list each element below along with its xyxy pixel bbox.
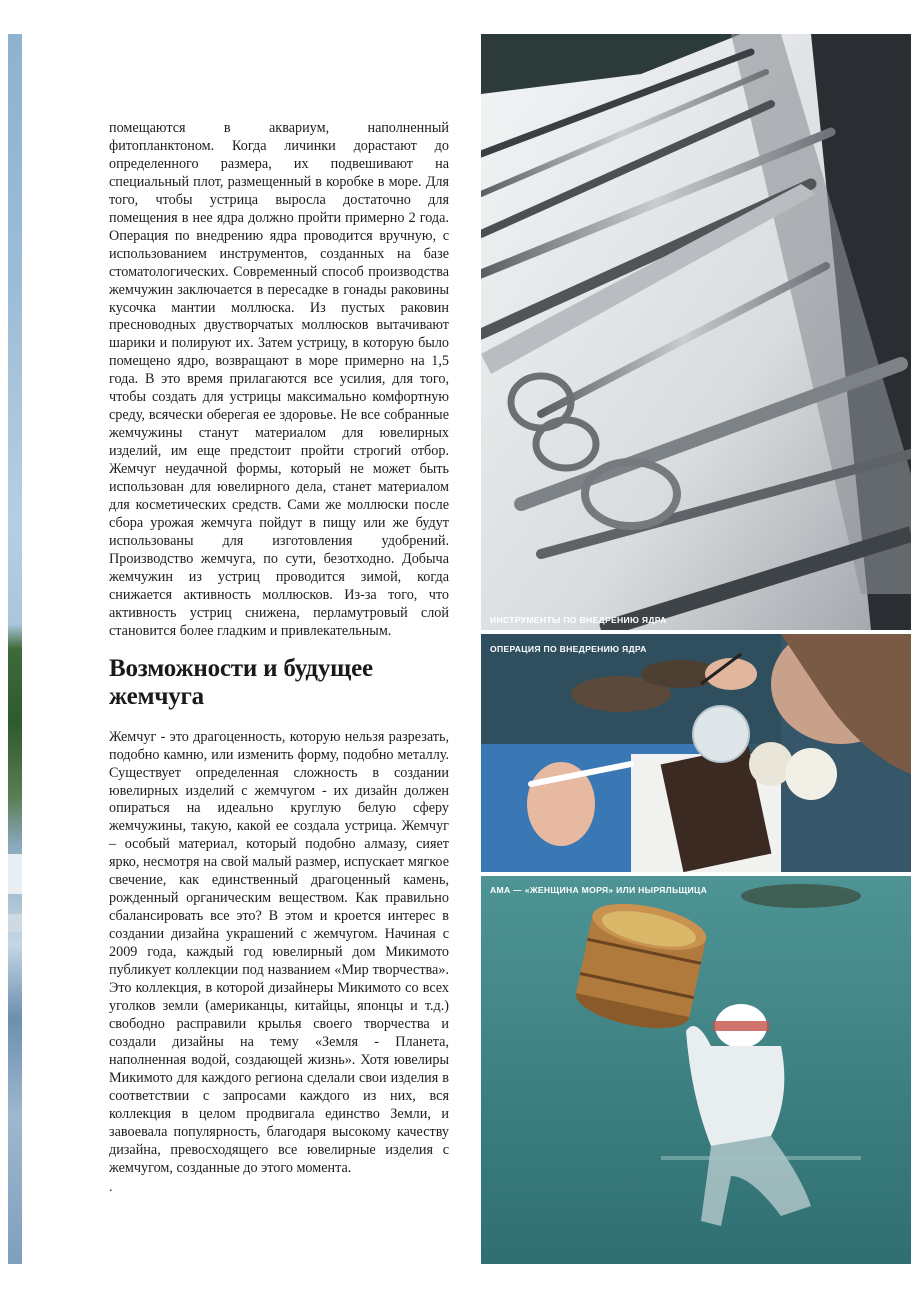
instruments-illustration [481,34,911,630]
photo-caption: ОПЕРАЦИЯ ПО ВНЕДРЕНИЮ ЯДРА [490,644,647,654]
edge-photo-strip [8,34,22,1264]
trailing-dot: . [109,1180,113,1196]
ama-diver-photo [481,876,911,1264]
ama-illustration [481,876,911,1264]
article-text-column [109,120,449,1197]
section-heading: Возможности и будущее жемчуга [109,654,373,710]
operation-illustration [481,634,911,872]
operation-photo [481,634,911,872]
article-paragraph: Жемчуг - это драгоценность, которую нельзя разрезать, подобно камню, или изменить форму, подобно металлу. Существует определенная сложность в создании ювелирных изделий с жемчугом - их дизайн должен опираться на идеально круглую белую сферу жемчужины, такую, какой ее создала устрица. Жемчуг – особый материал, который подобно алмазу, сияет ярко, несмотря на свой малый размер, испускает мягкое свечение, как единственный драгоценный камень, рожденный органическим веществом. Как правильно сбалансировать все это? В этом и кроется интерес в создании дизайна украшений с жемчугом. Начиная с 2009 года, каждый год ювелирный дом Микимото публикует коллекции под названием «Мир творчества». Это коллекция, в которой дизайнеры Микимото со всех уголков земли (американцы, китайцы, японцы и т.д.) свободно расправили крылья своего творчества и создали дизайны на тему «Земля - Планета, наполненная водой, создающей жизнь». Хотя ювелиры Микимото для каждого региона сделали свои изделия в соответствии с запросами каждого из них, вся коллекция в целом продвигала единство Земли, и завоевала популярность, благодаря высокому качеству дизайна, превосходящего все ювелирные изделия с жемчугом, созданные до этого момента. [109,728,449,1176]
photo-caption: ИНСТРУМЕНТЫ ПО ВНЕДРЕНИЮ ЯДРА [490,615,667,625]
article-paragraph: помещаются в аквариум, наполненный фитопланктоном. Когда личинки дорастают до определенного размера, их подвешивают на специальный плот, размещенный в коробке в море. Для того, чтобы устрица выросла достаточно для помещения в нее ядра должно пройти примерно 2 года. Операция по внедрению ядра проводится вручную, с использованием инструментов, созданных на базе стоматологических. Современный способ производства жемчужин заключается в пересадке в гонады раковины кусочка мантии моллюска. Из пустых раковин пресноводных двустворчатых моллюсков вытачивают шарики и полируют их. Затем устрицу, в которую было помещено ядро, возвращают в море примерно на 1,5 года. В это время прилагаются все усилия, для того, чтобы создать для устрицы максимально комфортную среду, всячески оберегая ее здоровье. Не все собранные жемчужины станут материалом для ювелирных изделий, им еще предстоит пройти строгий отбор. Жемчуг неудачной формы, который не может быть использован для ювелирного дела, станет материалом для косметических средств. Сами же моллюски после сбора урожая жемчуга пойдут в пищу или же будут использованы для изготовления удобрений. Производство жемчуга, по сути, безотходно. Добыча жемчужин из устриц проводится зимой, когда снижается активность моллюсков. Из-за того, что активность устриц снижена, перламутровый слой становится более гладким и привлекательным. [109,120,449,639]
edge-building [8,854,22,894]
edge-building [8,914,22,932]
photo-caption: АМА — «ЖЕНЩИНА МОРЯ» ИЛИ НЫРЯЛЬЩИЦА [490,885,708,895]
instruments-photo [481,34,911,630]
